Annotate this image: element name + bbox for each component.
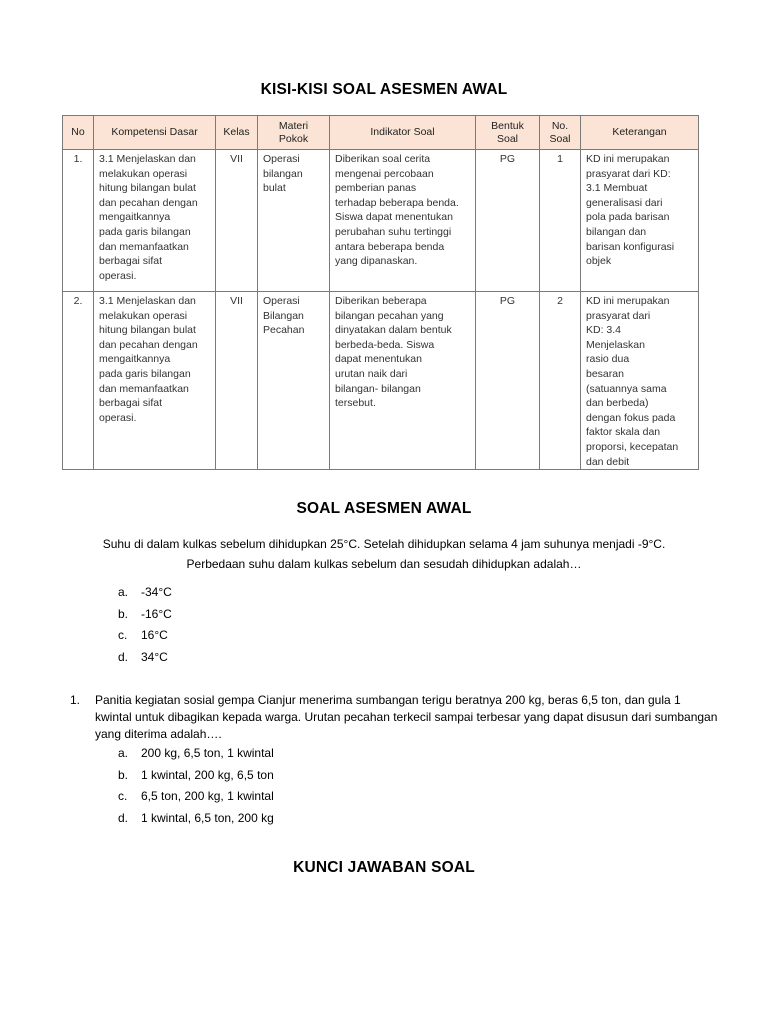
cell-keterangan: KD ini merupakan prasyarat dari KD: 3.1 Membuat generalisasi dari pola pada barisan bilangan dan barisan konfigurasi objek	[581, 150, 699, 292]
table-row	[63, 150, 699, 292]
option-text: 16°C	[141, 628, 168, 642]
option-label: b.	[118, 606, 129, 621]
header-indikator-soal: Indikator Soal	[330, 116, 476, 150]
table-header-row	[63, 116, 699, 150]
cell-kompetensi-dasar: 3.1 Menjelaskan dan melakukan operasi hitung bilangan bulat dan pecahan dengan mengaitkannya pada garis bilangan dan memanfaatkan berbagai sifat operasi.	[94, 150, 216, 292]
cell-kelas: VII	[216, 150, 258, 292]
option-text: 34°C	[141, 649, 168, 664]
header-no: No	[63, 116, 94, 150]
option-text: -16°C	[141, 606, 172, 621]
question-2	[70, 692, 720, 743]
cell-keterangan: KD ini merupakan prasyarat dari KD: 3.4 Menjelaskan rasio dua besaran (satuannya sama dan berbeda) dengan fokus pada faktor skala dan proporsi, kecepatan dan debit	[581, 292, 699, 470]
title-kunci-jawaban: KUNCI JAWABAN SOAL	[293, 859, 475, 876]
option-label: a.	[118, 746, 129, 760]
option-label: d.	[118, 810, 129, 825]
option-text: 1 kwintal, 200 kg, 6,5 ton	[141, 767, 274, 782]
cell-indikator-soal: Diberikan soal cerita mengenai percobaan pemberian panas terhadap beberapa benda. Siswa dapat menentukan perubahan suhu tertinggi antara beberapa benda yang dipanaskan.	[330, 150, 476, 292]
question-stem-line-2: Perbedaan suhu dalam kulkas sebelum dan sesudah dihidupkan adalah…	[186, 557, 582, 571]
option-label: a.	[118, 585, 129, 599]
title-kisi-kisi: KISI-KISI SOAL ASESMEN AWAL	[260, 81, 508, 98]
cell-indikator-soal: Diberikan beberapa bilangan pecahan yang dinyatakan dalam bentuk berbeda-beda. Siswa dapat menentukan urutan naik dari bilangan- bilangan tersebut.	[330, 292, 476, 470]
header-keterangan: Keterangan	[581, 116, 699, 150]
option-label: b.	[118, 767, 129, 782]
header-bentuk-soal: Bentuk Soal	[476, 116, 540, 150]
cell-bentuk-soal: PG	[476, 150, 540, 292]
title-soal-asesmen: SOAL ASESMEN AWAL	[296, 500, 472, 517]
header-materi-pokok: Materi Pokok	[258, 116, 330, 150]
option-label: d.	[118, 649, 129, 664]
option-label: c.	[118, 628, 128, 642]
cell-bentuk-soal: PG	[476, 292, 540, 470]
header-no-soal: No. Soal	[540, 116, 581, 150]
table-row	[63, 292, 699, 470]
option-text: -34°C	[141, 585, 172, 599]
question-number: 1.	[70, 693, 81, 707]
option-text: 1 kwintal, 6,5 ton, 200 kg	[141, 810, 274, 825]
question-stem-line-1: Suhu di dalam kulkas sebelum dihidupkan 25°C. Setelah dihidupkan selama 4 jam suhunya menjadi -9°C.	[102, 537, 666, 551]
cell-no-soal: 1	[540, 150, 581, 292]
header-kompetensi-dasar: Kompetensi Dasar	[94, 116, 216, 150]
cell-no: 1.	[63, 150, 94, 292]
cell-no: 2.	[63, 292, 94, 470]
question-stem: Panitia kegiatan sosial gempa Cianjur menerima sumbangan terigu beratnya 200 kg, beras 6,5 ton, dan gula 1 kwintal untuk dibagikan kepada warga. Urutan pecahan terkecil sampai terbesar yang dapat disusun dari sumbangan yang diterima adalah….	[95, 693, 718, 741]
option-text: 200 kg, 6,5 ton, 1 kwintal	[141, 746, 274, 760]
cell-no-soal: 2	[540, 292, 581, 470]
cell-materi-pokok: Operasi bilangan bulat	[258, 150, 330, 292]
cell-kompetensi-dasar: 3.1 Menjelaskan dan melakukan operasi hitung bilangan bulat dan pecahan dengan mengaitkannya pada garis bilangan dan memanfaatkan berbagai sifat operasi.	[94, 292, 216, 470]
header-kelas: Kelas	[216, 116, 258, 150]
cell-kelas: VII	[216, 292, 258, 470]
kisi-kisi-table	[62, 115, 699, 470]
option-text: 6,5 ton, 200 kg, 1 kwintal	[141, 789, 274, 803]
cell-materi-pokok: Operasi Bilangan Pecahan	[258, 292, 330, 470]
option-label: c.	[118, 789, 128, 803]
